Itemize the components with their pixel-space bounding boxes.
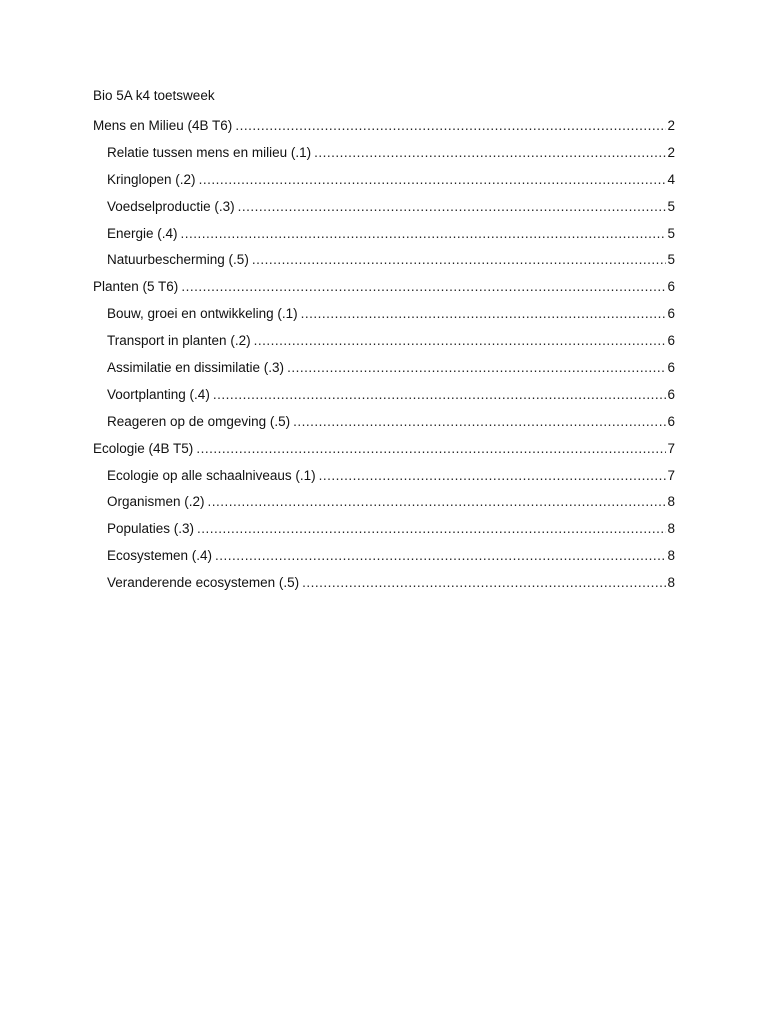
toc-leader-dots (181, 278, 666, 296)
toc-leader-dots (301, 305, 667, 323)
toc-entry[interactable] (93, 332, 675, 359)
toc-entry-page: 6 (667, 413, 675, 429)
toc-leader-dots (199, 171, 667, 189)
toc-entry-page: 5 (667, 225, 675, 241)
toc-leader-dots (319, 467, 667, 485)
toc-entry[interactable] (93, 117, 675, 144)
toc-entry-label: Transport in planten (.2) (107, 333, 251, 349)
toc-entry[interactable] (93, 493, 675, 520)
toc-entry-page: 8 (667, 575, 675, 591)
toc-entry-page: 6 (667, 306, 675, 322)
toc-entry-label: Kringlopen (.2) (107, 171, 196, 187)
toc-entry-label: Reageren op de omgeving (.5) (107, 413, 291, 429)
toc-entry-page: 6 (667, 333, 675, 349)
toc-entry[interactable] (93, 251, 675, 278)
toc-entry-label: Natuurbescherming (.5) (107, 252, 249, 268)
table-of-contents (93, 117, 675, 601)
toc-leader-dots (287, 359, 666, 377)
toc-entry[interactable] (93, 359, 675, 386)
toc-entry[interactable] (93, 413, 675, 440)
toc-leader-dots (254, 332, 667, 350)
toc-entry-label: Ecologie op alle schaalniveaus (.1) (107, 467, 316, 483)
toc-entry-page: 7 (667, 440, 675, 456)
toc-entry-page: 7 (667, 467, 675, 483)
toc-entry[interactable] (93, 171, 675, 198)
toc-leader-dots (213, 386, 667, 404)
toc-entry[interactable] (93, 386, 675, 413)
toc-entry-label: Relatie tussen mens en milieu (.1) (107, 144, 312, 160)
toc-entry[interactable] (93, 547, 675, 574)
toc-entry-label: Assimilatie en dissimilatie (.3) (107, 360, 285, 376)
toc-leader-dots (197, 520, 666, 538)
toc-entry[interactable] (93, 225, 675, 252)
toc-entry-page: 6 (667, 360, 675, 376)
toc-leader-dots (196, 440, 666, 458)
toc-entry[interactable] (93, 574, 675, 601)
toc-leader-dots (293, 413, 666, 431)
toc-leader-dots (238, 198, 667, 216)
toc-entry-label: Planten (5 T6) (93, 279, 179, 295)
toc-entry-page: 5 (667, 252, 675, 268)
toc-leader-dots (181, 225, 667, 243)
toc-entry-page: 4 (667, 171, 675, 187)
toc-leader-dots (215, 547, 666, 565)
toc-leader-dots (208, 493, 667, 511)
toc-entry-label: Ecosystemen (.4) (107, 548, 213, 564)
toc-entry-page: 8 (667, 494, 675, 510)
toc-entry[interactable] (93, 520, 675, 547)
toc-entry-page: 8 (667, 521, 675, 537)
toc-entry-label: Mens en Milieu (4B T6) (93, 118, 233, 133)
toc-leader-dots (252, 251, 667, 269)
toc-leader-dots (302, 574, 666, 592)
toc-entry[interactable] (93, 198, 675, 225)
toc-entry-label: Organismen (.2) (107, 494, 205, 510)
toc-entry-page: 8 (667, 548, 675, 564)
toc-entry[interactable] (93, 278, 675, 305)
toc-entry-label: Energie (.4) (107, 225, 178, 241)
toc-entry-label: Ecologie (4B T5) (93, 440, 194, 456)
toc-entry-page: 6 (667, 386, 675, 402)
toc-entry[interactable] (93, 467, 675, 494)
toc-leader-dots (235, 117, 666, 135)
document-title: Bio 5A k4 toetsweek (93, 88, 215, 103)
toc-entry-label: Populaties (.3) (107, 521, 195, 537)
toc-entry-label: Bouw, groei en ontwikkeling (.1) (107, 306, 298, 322)
toc-leader-dots (314, 144, 666, 162)
toc-entry-label: Voedselproductie (.3) (107, 198, 235, 214)
toc-entry[interactable] (93, 144, 675, 171)
toc-entry-page: 5 (667, 198, 675, 214)
toc-entry-label: Veranderende ecosystemen (.5) (107, 575, 300, 591)
toc-entry-page: 2 (667, 144, 675, 160)
toc-entry-page: 6 (667, 279, 675, 295)
toc-entry[interactable] (93, 305, 675, 332)
toc-entry-label: Voortplanting (.4) (107, 386, 210, 402)
toc-entry[interactable] (93, 440, 675, 467)
toc-entry-page: 2 (667, 118, 675, 133)
